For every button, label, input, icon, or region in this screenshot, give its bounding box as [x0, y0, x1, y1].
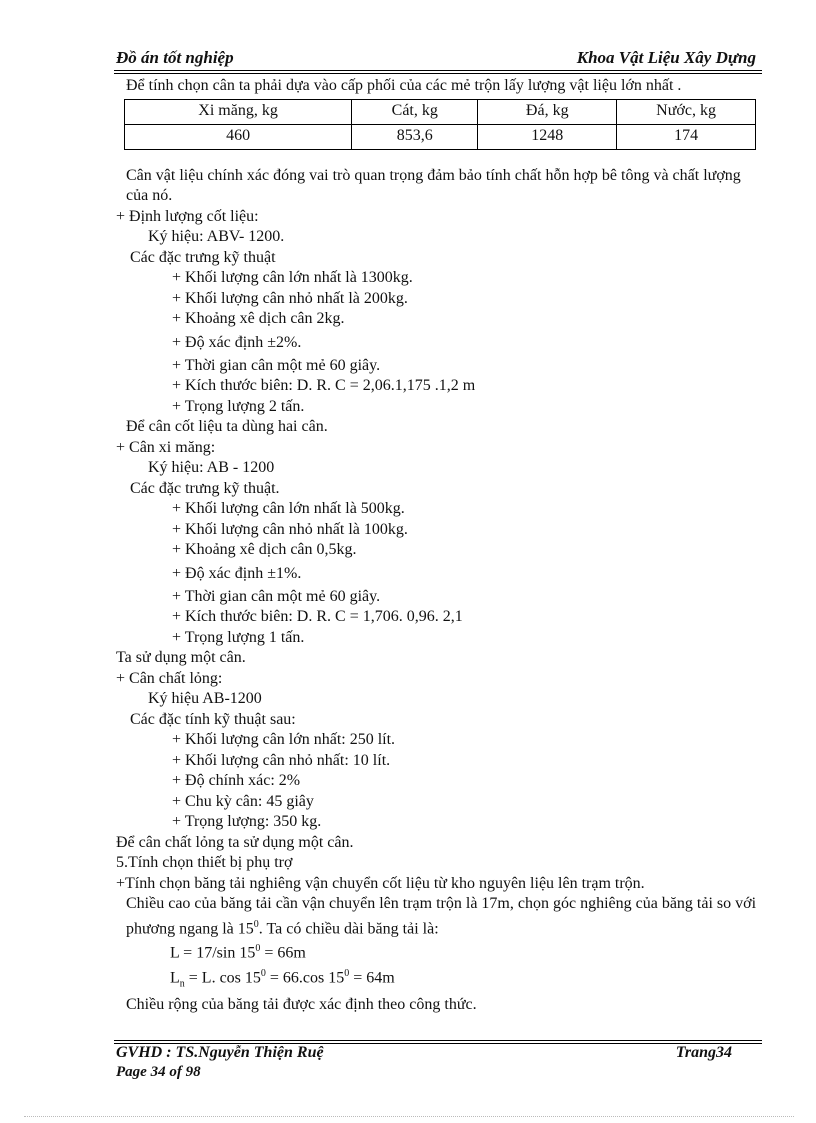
- section-liquid-spec-title: Các đặc tính kỹ thuật sau:: [130, 710, 296, 728]
- table-header-row: [125, 99, 756, 124]
- section-liquid-code: Ký hiệu AB-1200: [148, 690, 262, 707]
- section-auxiliary-title: 5.Tính chọn thiết bị phụ trợ: [116, 854, 293, 871]
- section-aggregate-spec-title: Các đặc trưng kỹ thuật: [130, 248, 276, 266]
- list-item: + Khối lượng cân nhỏ nhất là 200kg.: [172, 289, 408, 307]
- list-item: + Khối lượng cân lớn nhất là 500kg.: [172, 500, 405, 517]
- table-cell: 174: [617, 124, 756, 149]
- header-thesis-title: Đồ án tốt nghiệp: [116, 48, 234, 67]
- header-rule: [114, 70, 762, 71]
- table-header-cell: Xi măng, kg: [125, 99, 352, 124]
- section-cement-spec-title: Các đặc trưng kỹ thuật.: [130, 479, 280, 497]
- list-item: + Độ chính xác: 2%: [172, 772, 301, 789]
- section-cement-title: + Cân xi măng:: [116, 438, 216, 456]
- footer-page-count: Page 34 of 98: [116, 1064, 201, 1080]
- footer-supervisor: GVHD : TS.Nguyễn Thiện Ruệ: [116, 1044, 324, 1061]
- list-item: + Trọng lượng: 350 kg.: [172, 813, 322, 830]
- section-cement-code: Ký hiệu: AB - 1200: [148, 459, 275, 476]
- list-item: + Khoảng xê dịch cân 2kg.: [172, 310, 345, 327]
- list-item: + Trọng lượng 1 tấn.: [172, 628, 305, 646]
- equation-length: L = 17/sin $15^0 = 66m$: [170, 943, 306, 962]
- section-aggregate-code: Ký hiệu: ABV- 1200.: [148, 228, 285, 245]
- footer-page-label: Trang34: [675, 1044, 732, 1061]
- table-cell: 1248: [478, 124, 617, 149]
- table-cell: 460: [125, 124, 352, 149]
- intro-paragraph: Để tính chọn cân ta phải dựa vào cấp phối của các mẻ trộn lấy lượng vật liệu lớn nhất .: [126, 77, 682, 94]
- list-item: + Khối lượng cân lớn nhất là 1300kg.: [172, 269, 413, 286]
- list-item: + Khối lượng cân lớn nhất: 250 lít.: [172, 731, 396, 748]
- header-faculty: Khoa Vật Liệu Xây Dựng: [576, 48, 756, 67]
- conveyor-width-paragraph: Chiều rộng của băng tải được xác định theo công thức.: [126, 996, 477, 1014]
- list-item: + Thời gian cân một mẻ 60 giây.: [172, 356, 381, 374]
- table-header-cell: Đá, kg: [478, 99, 617, 124]
- paragraph-accuracy: Cân vật liệu chính xác đóng vai trò quan trọng đảm bảo tính chất hỗn hợp bê tông và chất lượng của nó.: [126, 166, 741, 204]
- list-item: + Khối lượng cân nhỏ nhất là 100kg.: [172, 520, 408, 538]
- conveyor-paragraph: Chiều cao của băng tải cần vận chuyển lên trạm trộn là 17m, chọn góc nghiêng của băng tải so với phương ngang là $15^0$. Ta có chiều dài băng tải là:: [126, 895, 757, 937]
- header-rule-2: [114, 73, 762, 74]
- page-bottom-divider: [24, 1116, 794, 1117]
- list-item: + Khoảng xê dịch cân 0,5kg.: [172, 541, 357, 558]
- conveyor-heading: +Tính chọn băng tải nghiêng vận chuyển cốt liệu từ kho nguyên liệu lên trạm trộn.: [116, 874, 645, 892]
- list-item: + Độ xác định ±2%.: [172, 333, 302, 351]
- section-aggregate-title: + Định lượng cốt liệu:: [116, 207, 259, 225]
- mix-proportion-table: [124, 99, 756, 150]
- page-body: [116, 76, 762, 1016]
- list-item: + Chu kỳ cân: 45 giây: [172, 792, 314, 810]
- table-header-cell: Cát, kg: [352, 99, 478, 124]
- section-liquid-note: Để cân chất lỏng ta sử dụng một cân.: [116, 833, 354, 851]
- table-header-cell: Nước, kg: [617, 99, 756, 124]
- footer-rule: [114, 1040, 762, 1041]
- list-item: + Khối lượng cân nhỏ nhất: 10 lít.: [172, 751, 391, 769]
- list-item: + Kích thước biên: D. R. C = 2,06.1,175 .1,2 m: [172, 377, 476, 394]
- table-cell: 853,6: [352, 124, 478, 149]
- list-item: + Thời gian cân một mẻ 60 giây.: [172, 587, 381, 605]
- list-item: + Độ xác định ±1%.: [172, 564, 302, 582]
- equation-horizontal-length: $L_n = L$. $\cos 15^0 = 66.\cos$ $15^0 = 64m$: [170, 968, 395, 990]
- section-cement-note: Ta sử dụng một cân.: [116, 649, 246, 666]
- section-liquid-title: + Cân chất lỏng:: [116, 669, 223, 687]
- table-row: [125, 124, 756, 149]
- list-item: + Trọng lượng 2 tấn.: [172, 397, 305, 415]
- list-item: + Kích thước biên: D. R. C = 1,706. 0,96. 2,1: [172, 608, 463, 625]
- section-aggregate-note: Để cân cốt liệu ta dùng hai cân.: [126, 418, 328, 435]
